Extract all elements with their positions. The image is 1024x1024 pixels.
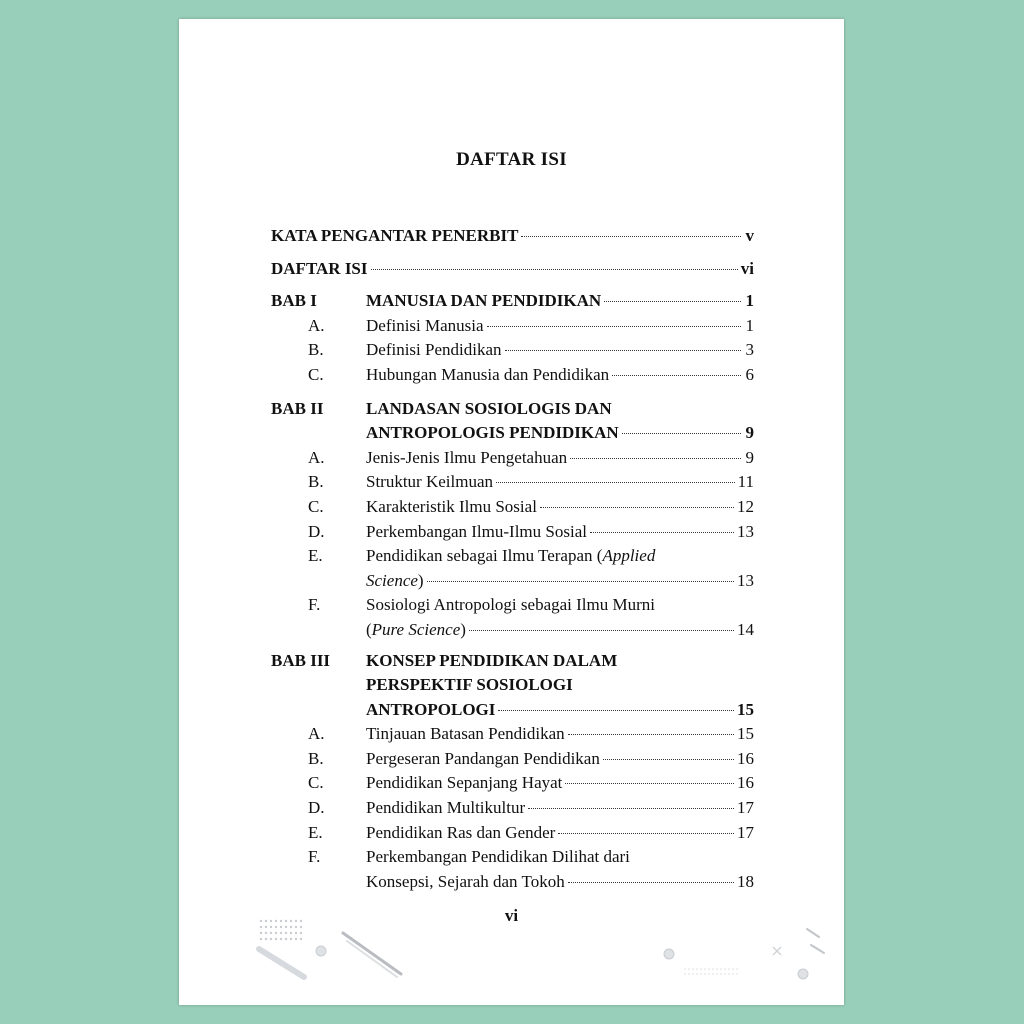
section-title: Jenis-Jenis Ilmu Pengetahuan: [366, 447, 568, 467]
toc-page-number: 16: [737, 748, 754, 768]
chapter-title: PERSPEKTIF SOSIOLOGI: [366, 675, 573, 695]
chapter-title: ANTROPOLOGI: [366, 699, 496, 719]
chapter-title: KONSEP PENDIDIKAN DALAM: [366, 650, 618, 670]
section-title: Perkembangan Pendidikan Dilihat dari: [366, 847, 630, 867]
toc-page-number: 3: [745, 340, 754, 360]
toc-page-number: 9: [745, 447, 754, 467]
section-letter: F.: [308, 595, 321, 615]
toc-page-number: vi: [740, 258, 754, 278]
section-title: Sosiologi Antropologi sebagai Ilmu Murni: [366, 595, 655, 615]
chapter-title: ANTROPOLOGIS PENDIDIKAN: [366, 423, 619, 443]
section-letter: C.: [308, 496, 324, 516]
toc-page-number: 12: [737, 496, 754, 516]
section-title: Pendidikan sebagai Ilmu Terapan (Applied: [366, 546, 656, 566]
toc-page-number: 13: [737, 521, 754, 541]
page-title: DAFTAR ISI: [456, 149, 567, 170]
section-title: Karakteristik Ilmu Sosial: [366, 496, 537, 516]
section-letter: C.: [308, 364, 324, 384]
section-letter: D.: [308, 521, 325, 541]
section-title: Perkembangan Ilmu-Ilmu Sosial: [366, 521, 587, 541]
toc-page-number: 9: [745, 423, 754, 443]
section-letter: A.: [308, 315, 325, 335]
section-title: Tinjauan Batasan Pendidikan: [366, 724, 565, 744]
toc-page-number: 17: [737, 798, 754, 818]
section-letter: E.: [308, 546, 323, 566]
toc-page-number: 11: [737, 472, 754, 492]
section-title: Konsepsi, Sejarah dan Tokoh: [366, 871, 565, 891]
toc-page-number: 17: [737, 822, 754, 842]
toc-page-number: 16: [737, 773, 754, 793]
toc-page-number: 1: [745, 291, 754, 311]
section-title: Definisi Manusia: [366, 315, 484, 335]
section-title: Pendidikan Sepanjang Hayat: [366, 773, 563, 793]
document-page: [179, 19, 844, 1005]
toc-entry-text: DAFTAR ISI: [271, 258, 368, 278]
chapter-title: MANUSIA DAN PENDIDIKAN: [366, 291, 602, 311]
section-title: Definisi Pendidikan: [366, 340, 502, 360]
footer-page-number: vi: [504, 906, 519, 925]
section-letter: A.: [308, 447, 325, 467]
toc-page-number: 14: [737, 619, 754, 639]
toc-page-number: 18: [737, 871, 754, 891]
section-letter: B.: [308, 472, 324, 492]
toc-page-number: 13: [737, 570, 754, 590]
toc-entry-text: KATA PENGANTAR PENERBIT: [271, 226, 519, 245]
decorative-graphics: [179, 19, 844, 1005]
section-letter: C.: [308, 773, 324, 793]
toc-page-number: 15: [737, 699, 754, 719]
section-letter: E.: [308, 822, 323, 842]
section-letter: B.: [308, 340, 324, 360]
toc-page-number: 15: [737, 724, 754, 744]
section-letter: B.: [308, 748, 324, 768]
section-letter: F.: [308, 847, 321, 867]
section-title: Pendidikan Ras dan Gender: [366, 822, 556, 842]
chapter-label: BAB III: [271, 650, 331, 670]
toc-page-number: 6: [745, 364, 754, 384]
chapter-title: LANDASAN SOSIOLOGIS DAN: [366, 398, 612, 418]
section-letter: A.: [308, 724, 325, 744]
section-title: Struktur Keilmuan: [366, 472, 494, 492]
section-title: Science): [366, 570, 424, 590]
section-title: Pergeseran Pandangan Pendidikan: [366, 748, 600, 768]
toc-page-number: 1: [745, 315, 754, 335]
section-title: Hubungan Manusia dan Pendidikan: [366, 364, 610, 384]
chapter-label: BAB II: [271, 398, 324, 418]
section-letter: D.: [308, 798, 325, 818]
section-title: Pendidikan Multikultur: [366, 798, 526, 818]
chapter-label: BAB I: [271, 291, 317, 311]
section-title: (Pure Science): [366, 619, 466, 639]
toc-page-number: v: [745, 226, 754, 245]
